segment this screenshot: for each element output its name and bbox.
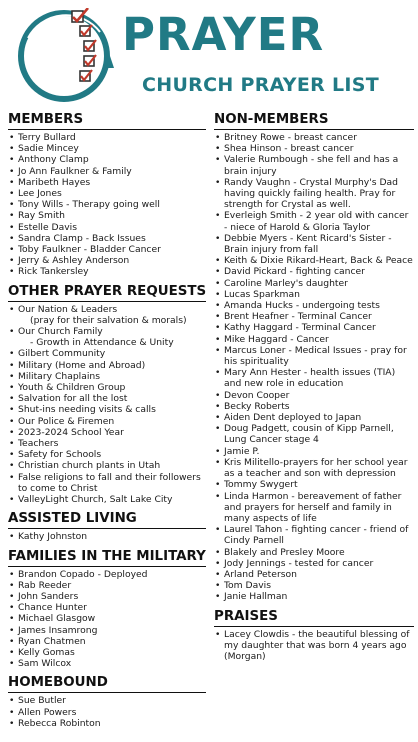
members-heading: MEMBERS <box>8 112 206 130</box>
list-item: • Sam Wilcox <box>8 658 206 669</box>
list-item: • 2023-2024 School Year <box>8 427 206 438</box>
homebound-heading: HOMEBOUND <box>8 675 206 693</box>
checklist-icon <box>14 8 118 104</box>
other-requests-heading: OTHER PRAYER REQUESTS <box>8 284 206 302</box>
list-item: • Military Chaplains <box>8 371 206 382</box>
list-item: • Jerry & Ashley Anderson <box>8 255 206 266</box>
page-title: PRAYER <box>122 8 325 61</box>
list-item: • Lucas Sparkman <box>214 289 414 300</box>
list-item: • Rick Tankersley <box>8 266 206 277</box>
list-item: • Michael Glasgow <box>8 613 206 624</box>
list-item: • Randy Vaughn - Crystal Murphy's Dad having quickly failing health. Pray for strength for Crystal as well. <box>214 177 414 211</box>
list-item: • Devon Cooper <box>214 390 414 401</box>
list-item: • Kathy Haggard - Terminal Cancer <box>214 322 414 333</box>
list-item: • Amanda Hucks - undergoing tests <box>214 300 414 311</box>
praises-list <box>214 629 414 663</box>
list-item: • Rebecca Robinton <box>8 718 206 729</box>
list-item: • Tom Davis <box>214 580 414 591</box>
list-item: • Safety for Schools <box>8 449 206 460</box>
list-item: • Tony Wills - Therapy going well <box>8 199 206 210</box>
list-item: • Shea Hinson - breast cancer <box>214 143 414 154</box>
list-item: • Mary Ann Hester - health issues (TIA) and new role in education <box>214 367 414 389</box>
non-members-heading: NON-MEMBERS <box>214 112 414 130</box>
list-item: • Toby Faulkner - Bladder Cancer <box>8 244 206 255</box>
list-item: • Sandra Clamp - Back Issues <box>8 233 206 244</box>
list-item: • Janie Hallman <box>214 591 414 602</box>
list-item: • Christian church plants in Utah <box>8 460 206 471</box>
list-item: • Brent Heafner - Terminal Cancer <box>214 311 414 322</box>
praises-heading: PRAISES <box>214 609 414 627</box>
list-item: • Marcus Loner - Medical Issues - pray for his spirituality <box>214 345 414 367</box>
list-item: • Youth & Children Group <box>8 382 206 393</box>
list-item: • Lacey Clowdis - the beautiful blessing of my daughter that was born 4 years ago (Morgan) <box>214 629 414 663</box>
list-item: • Kathy Johnston <box>8 531 206 542</box>
list-item: • Estelle Davis <box>8 222 206 233</box>
list-item: • Teachers <box>8 438 206 449</box>
list-item: • Ryan Chatmen <box>8 636 206 647</box>
assisted-living-list <box>8 531 206 542</box>
homebound-list <box>8 695 206 729</box>
list-item: • Military (Home and Abroad) <box>8 360 206 371</box>
list-item: • Britney Rowe - breast cancer <box>214 132 414 143</box>
non-members-list <box>214 132 414 603</box>
list-item: • Kelly Gomas <box>8 647 206 658</box>
list-item: • Allen Powers <box>8 707 206 718</box>
list-item: • Blakely and Presley Moore <box>214 547 414 558</box>
list-item: • Arland Peterson <box>214 569 414 580</box>
header <box>0 0 418 110</box>
list-item: • James Insamrong <box>8 625 206 636</box>
list-item: • Keith & Dixie Rikard-Heart, Back & Peace <box>214 255 414 266</box>
list-item: • Jamie P. <box>214 446 414 457</box>
list-item: • Gilbert Community <box>8 348 206 359</box>
list-item: • Valerie Rumbough - she fell and has a brain injury <box>214 154 414 176</box>
list-item: • Maribeth Hayes <box>8 177 206 188</box>
list-item: • Rab Reeder <box>8 580 206 591</box>
left-column <box>8 112 206 732</box>
list-item: • Our Nation & Leaders <box>8 304 206 315</box>
list-item: • Caroline Marley's daughter <box>214 278 414 289</box>
list-item: (pray for their salvation & morals) <box>30 314 187 326</box>
members-list <box>8 132 206 278</box>
page-subtitle: CHURCH PRAYER LIST <box>142 74 380 96</box>
right-column <box>214 112 414 665</box>
list-item: • Sue Butler <box>8 695 206 706</box>
list-item: • David Pickard - fighting cancer <box>214 266 414 277</box>
list-item: • Shut-ins needing visits & calls <box>8 404 206 415</box>
military-families-heading: FAMILIES IN THE MILITARY <box>8 549 206 567</box>
list-item: • Ray Smith <box>8 210 206 221</box>
list-item: • Tommy Swygert <box>214 479 414 490</box>
other-requests-list <box>8 304 206 506</box>
list-item: • Debbie Myers - Kent Ricard's Sister - Brain injury from fall <box>214 233 414 255</box>
list-item: • John Sanders <box>8 591 206 602</box>
list-item: • Becky Roberts <box>214 401 414 412</box>
military-families-list <box>8 569 206 670</box>
list-item: • Aiden Dent deployed to Japan <box>214 412 414 423</box>
list-item: • Terry Bullard <box>8 132 206 143</box>
list-item: - Growth in Attendance & Unity <box>30 337 174 349</box>
list-item: • Lee Jones <box>8 188 206 199</box>
list-item: • Doug Padgett, cousin of Kipp Parnell, Lung Cancer stage 4 <box>214 423 414 445</box>
assisted-living-heading: ASSISTED LIVING <box>8 511 206 529</box>
list-item: • Anthony Clamp <box>8 154 206 165</box>
list-item: • Our Church Family <box>8 326 206 337</box>
list-item: • Jo Ann Faulkner & Family <box>8 166 206 177</box>
list-item: • ValleyLight Church, Salt Lake City <box>8 494 206 505</box>
list-item: • Laurel Tahon - fighting cancer - friend of Cindy Parnell <box>214 524 414 546</box>
list-item: • Mike Haggard - Cancer <box>214 334 414 345</box>
list-item: • False religions to fall and their followers to come to Christ <box>8 472 206 494</box>
list-item: • Salvation for all the lost <box>8 393 206 404</box>
list-item: • Chance Hunter <box>8 602 206 613</box>
list-item: • Our Police & Firemen <box>8 416 206 427</box>
list-item: • Linda Harmon - bereavement of father and prayers for herself and family in many aspects of life <box>214 491 414 525</box>
list-item: • Jody Jennings - tested for cancer <box>214 558 414 569</box>
list-item: • Sadie Mincey <box>8 143 206 154</box>
list-item: • Kris Militello-prayers for her school year as a teacher and son with depression <box>214 457 414 479</box>
list-item: • Brandon Copado - Deployed <box>8 569 206 580</box>
list-item: • Everleigh Smith - 2 year old with cancer - niece of Harold & Gloria Taylor <box>214 210 414 232</box>
